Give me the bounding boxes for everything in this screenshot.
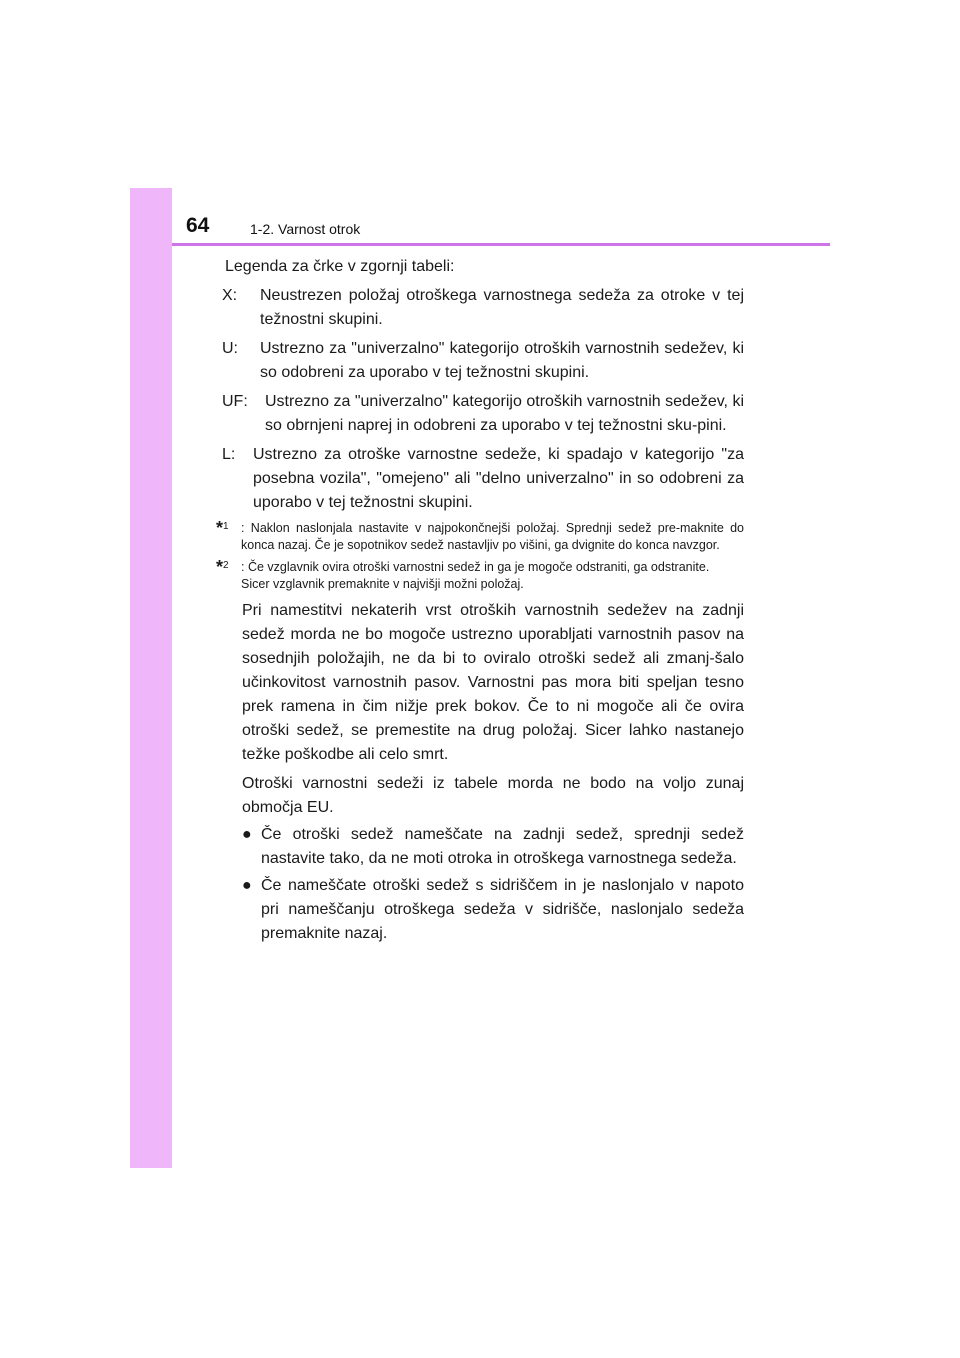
footnote-1 — [216, 520, 744, 554]
legend-key: UF: — [222, 393, 248, 410]
legend-key: U: — [222, 340, 238, 357]
footnote-2 — [216, 559, 744, 593]
legend-item-l — [216, 443, 744, 515]
footnote-text-continued: Sicer vzglavnik premaknite v najvišji možni položaj. — [241, 577, 524, 591]
footnote-marker: *$^2$ — [216, 557, 229, 577]
page-content — [216, 255, 744, 946]
footnote-marker: *$^1$ — [216, 518, 229, 538]
legend-key: L: — [222, 446, 236, 463]
header-rule — [172, 243, 830, 246]
footnote-text: : Naklon naslonjala nastavite v najpokončnejši položaj. Sprednji sedež pre-maknite do konca nazaj. Če je sopotnikov sedež nastavljiv po višini, ga dvignite do konca navzgor. — [241, 521, 744, 552]
legend-item-uf — [216, 390, 744, 438]
legend-text: Neustrezen položaj otroškega varnostnega sedeža za otroke v tej težnostni skupini. — [260, 287, 744, 328]
bullet-dot-icon: ● — [242, 877, 252, 894]
legend-item-x — [216, 284, 744, 332]
body-paragraph: Pri namestitvi nekaterih vrst otroških varnostnih sedežev na zadnji sedež morda ne bo mogoče ustrezno uporabljati varnostnih pasov na sosednjih položajih, ne da bi to oviralo otroški sedež ali zmanj-šalo učinkovitost varnostnih pasov. Varnostni pas mora biti speljan tesno prek ramena in čim nižje prek bokov. Če to ni mogoče ali če ovira otroški sedež, se premestite na drug položaj. Sicer lahko nastanejo težke poškodbe ali celo smrt. — [242, 602, 744, 763]
bullet-dot-icon: ● — [242, 826, 252, 843]
footnote-text: : Če vzglavnik ovira otroški varnostni sedež in ga je mogoče odstraniti, ga odstranite. — [241, 560, 710, 574]
bullet-text: Če nameščate otroški sedež s sidriščem in je naslonjalo v napoto pri nameščanju otroškega sedeža v sidrišče, naslonjalo sedeža premaknite nazaj. — [261, 877, 744, 942]
bullet-text: Če otroški sedež nameščate na zadnji sedež, sprednji sedež nastavite tako, da ne moti otroka in otroškega varnostnega sedeža. — [261, 826, 744, 867]
section-title: 1-2. Varnost otrok — [250, 221, 361, 237]
legend-text: Ustrezno za "univerzalno" kategorijo otroških varnostnih sedežev, ki so obrnjeni naprej in odobreni za uporabo v tej težnostni sku-pini. — [265, 393, 744, 434]
bullet-item — [242, 874, 744, 946]
legend-title: Legenda za črke v zgornji tabeli: — [225, 258, 455, 275]
side-color-band — [130, 188, 172, 1168]
bullet-item — [242, 823, 744, 871]
page-number: 64 — [186, 214, 210, 237]
body-paragraph: Otroški varnostni sedeži iz tabele morda ne bodo na voljo zunaj območja EU. — [242, 775, 744, 816]
legend-text: Ustrezno za "univerzalno" kategorijo otroških varnostnih sedežev, ki so odobreni za uporabo v tej težnostni skupini. — [260, 340, 744, 381]
legend-key: X: — [222, 287, 238, 304]
legend-item-u — [216, 337, 744, 385]
legend-text: Ustrezno za otroške varnostne sedeže, ki spadajo v kategorijo "za posebna vozila", "omejeno" ali "delno univerzalno" in so odobreni za uporabo v tej težnostni skupini. — [253, 446, 744, 511]
